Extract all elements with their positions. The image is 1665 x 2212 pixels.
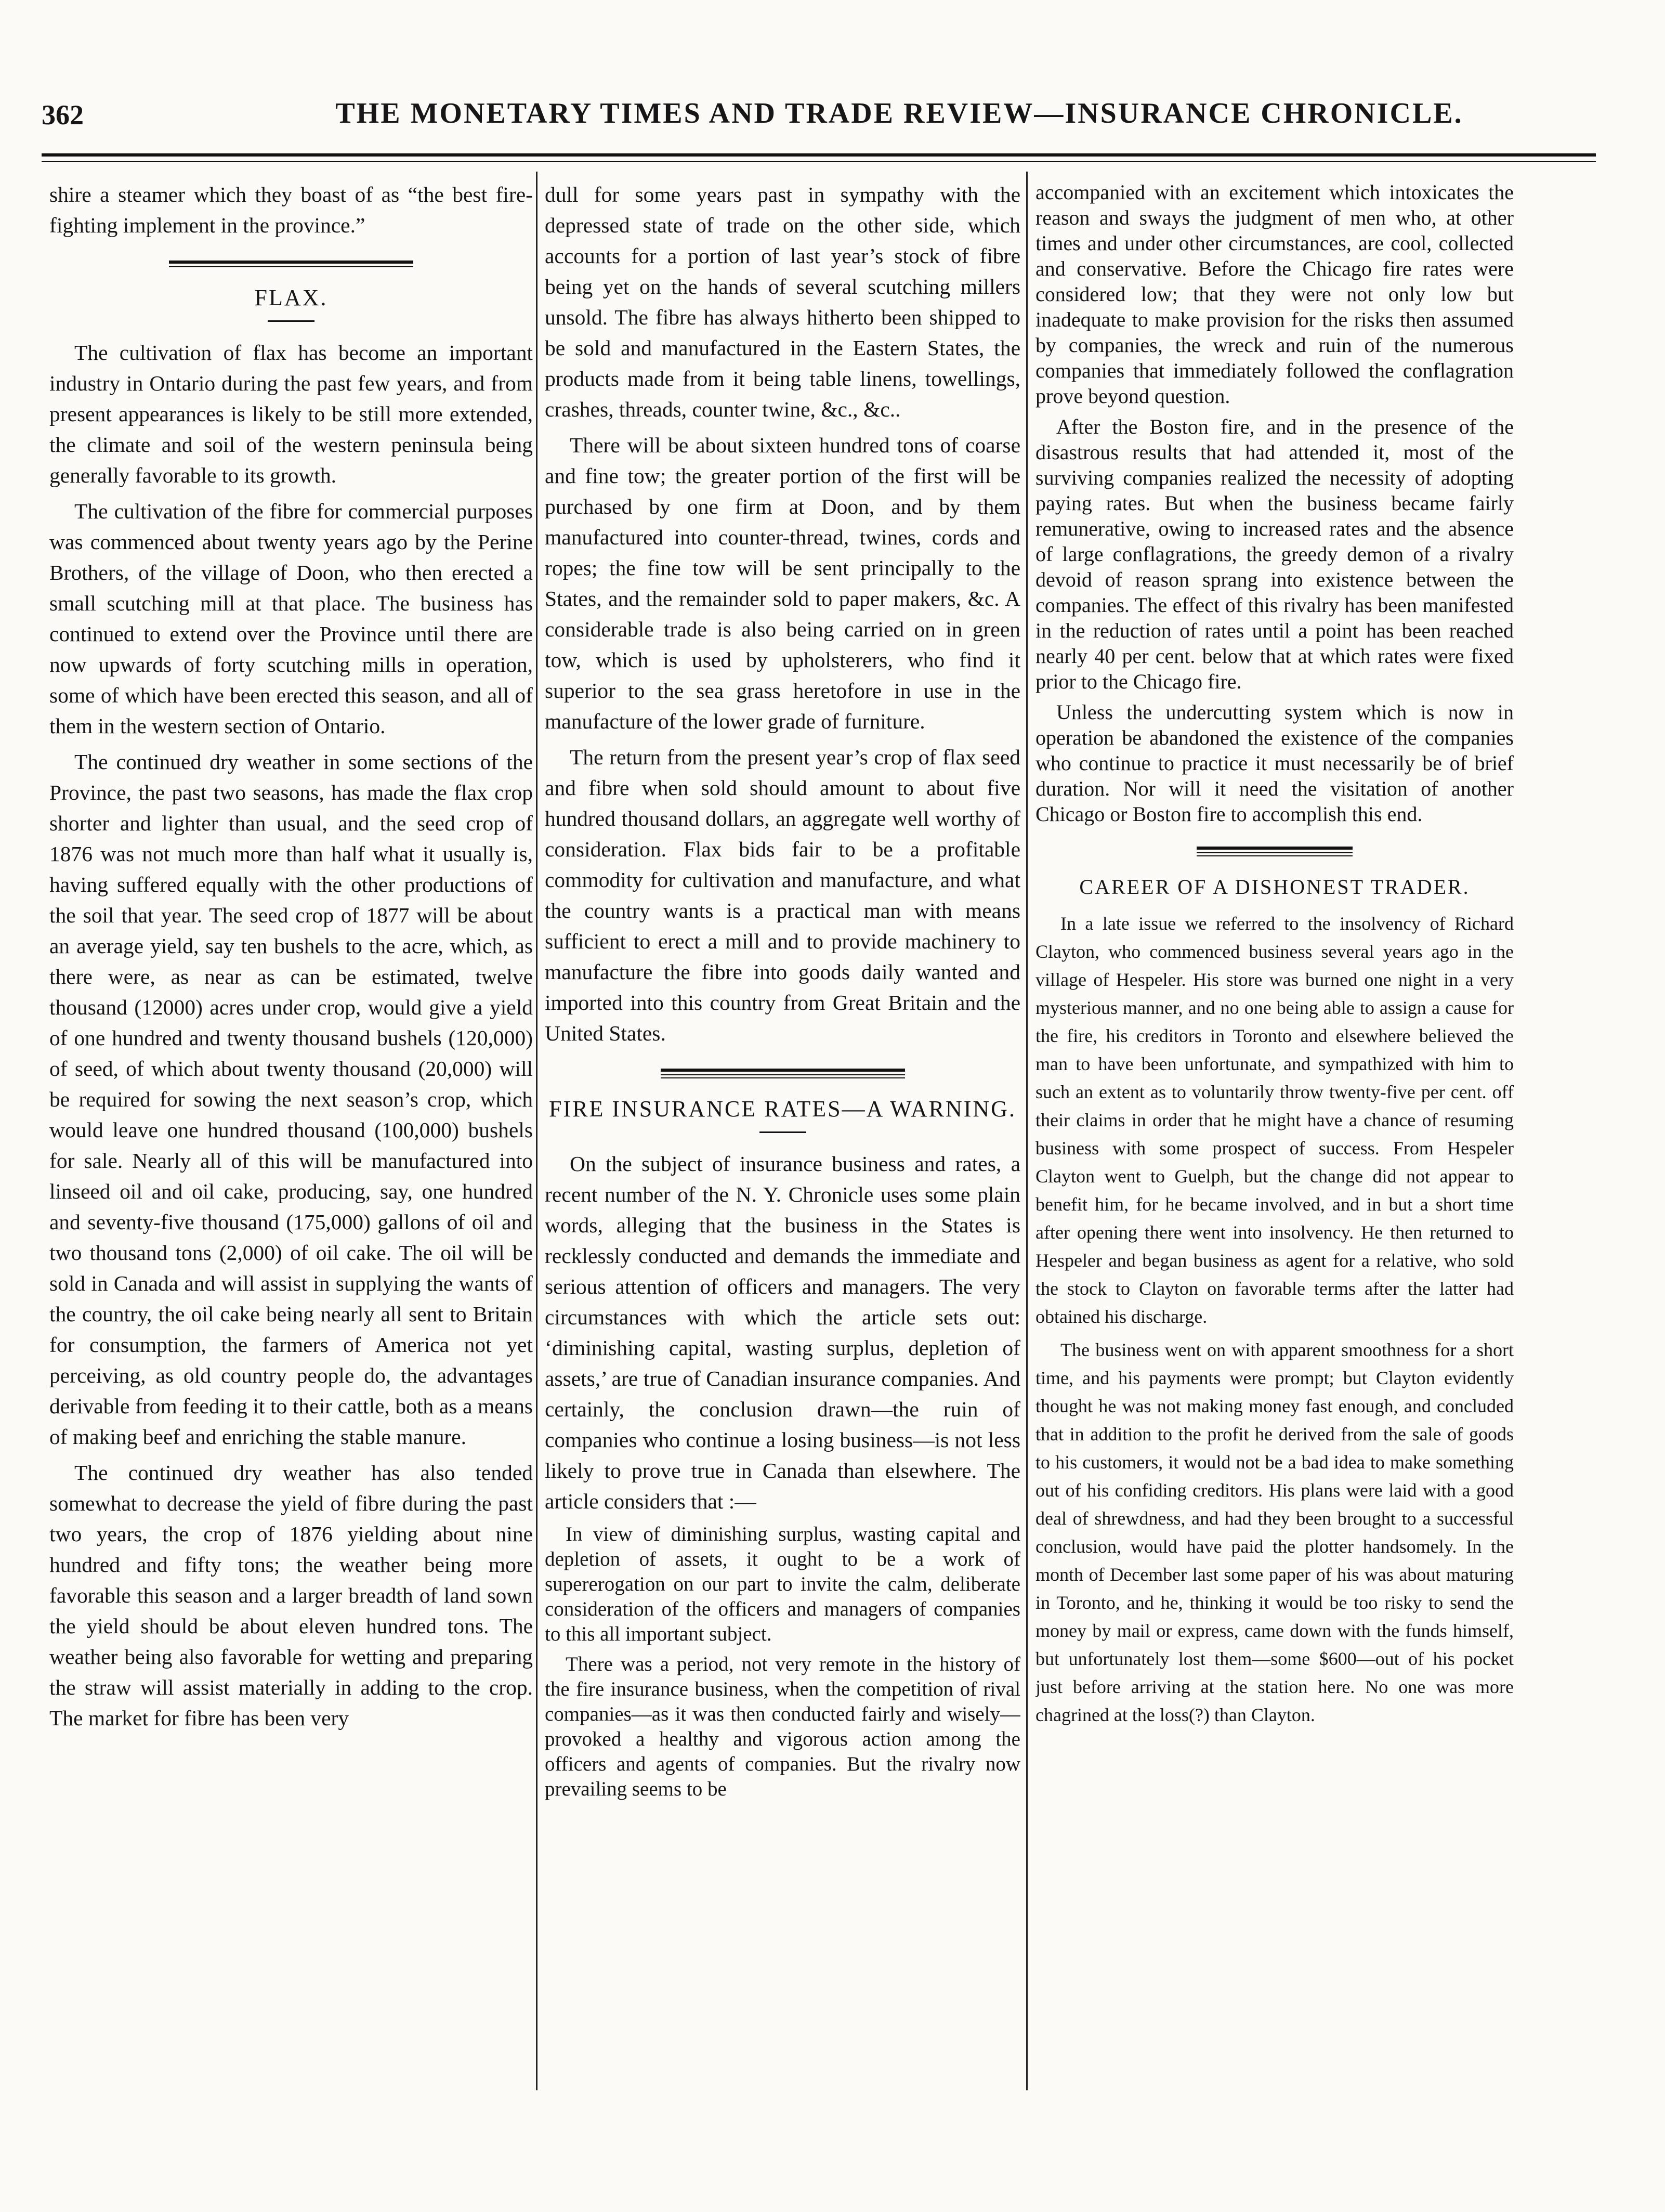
paragraph: The return from the present year’s crop of flax seed and fibre when sold should amount to about five hundred thousand dollars, an aggregate well worthy of consideration. Flax bids fair to be a profitable commodity for cultivation and manufacture, and what the country wants is a practical man with means sufficient to erect a mill and to provide machinery to manufacture the fibre into goods daily wanted and imported into this country from Great Britain and the United States. — [545, 745, 1020, 1045]
paragraph: On the subject of insurance business and rates, a recent number of the N. Y. Chronicle uses some plain words, alleging that the business in the States is recklessly conducted and demands the immediate and serious attention of officers and managers. The very circumstances with which the article sets out: ‘diminishing capital, wasting surplus, depletion of assets,’ are true of Canadian insurance companies. And certainly, the conclusion drawn—the ruin of companies who continue a losing business—is not less likely to prove true in Canada than elsewhere. The article considers that :— — [545, 1152, 1020, 1513]
column-2 — [545, 179, 1020, 2098]
quoted-paragraph: Unless the undercutting system which is now in operation be abandoned the existence of the companies who continue to practice it must necessarily be of brief duration. Nor will it need the visitation of another Chicago or Boston fire to accomplish this end. — [1035, 700, 1514, 826]
section-separator — [1197, 847, 1353, 856]
page-number: 362 — [42, 99, 84, 131]
article-body — [1035, 909, 1514, 1729]
article-heading-career: CAREER OF A DISHONEST TRADER. — [1079, 875, 1470, 899]
paragraph: The cultivation of the fibre for commercial purposes was commenced about twenty years ago by the Perine Brothers, of the village of Doon, who then erected a small scutching mill at that place. The business has continued to extend over the Province until there are now upwards of forty scutching mills in operation, some of which have been erected this season, and all of them in the western section of Ontario. — [49, 499, 533, 738]
header-rule-thin — [42, 161, 1596, 162]
quoted-paragraph: After the Boston fire, and in the presence of the disastrous results that had attended it, most of the surviving companies realized the necessity of adopting paying rates. But when the business became fairly remunerative, owing to increased rates and the absence of large conflagrations, the greedy demon of a rivalry devoid of reason sprang into existence between the companies. The effect of this rivalry has been manifested in the reduction of rates until a point has been reached nearly 40 per cent. below that at which rates were fixed prior to the Chicago fire. — [1035, 415, 1514, 693]
column-3 — [1035, 179, 1514, 2098]
column-divider — [536, 172, 537, 2090]
paragraph: In a late issue we referred to the insolvency of Richard Clayton, who commenced business several years ago in the village of Hespeler. His store was burned one night in a very mysterious manner, and no one being able to assign a cause for the fire, his creditors in Toronto and elsewhere believed the man to have been unfortunate, and sympathized with him to such an extent as to voluntarily throw twenty-five per cent. off their claims in order that he might have a chance of resuming business with some prospect of success. From Hespeler Clayton went to Guelph, but the change did not appear to benefit him, for he became involved, and in but a short time after opening there went into insolvency. He then returned to Hespeler and began business as agent for a relative, who sold the stock to Clayton on favorable terms after the latter had obtained his discharge. — [1035, 913, 1514, 1327]
quoted-excerpt — [1035, 179, 1514, 827]
paragraph: dull for some years past in sympathy with the depressed state of trade on the other side, which accounts for a portion of last year’s stock of fibre being yet on the hands of several scutching millers unsold. The fibre has always hitherto been shipped to be sold and manufactured in the Eastern States, the products made from it being table linens, towellings, crashes, threads, counter twine, &c., &c.. — [545, 183, 1020, 421]
paragraph: The continued dry weather in some sections of the Province, the past two seasons, has made the flax crop shorter and lighter than usual, and the seed crop of 1876 was not much more than half what it usually is, having suffered equally with the other productions of the soil that year. The seed crop of 1877 will be about an average yield, say ten bushels to the acre, which, as there were, as near as can be estimated, twelve thousand (12000) acres under crop, would give a yield of one hundred and twenty thousand bushels (120,000) of seed, of which about twenty thousand (20,000) will be required for sowing the next season’s crop, which would leave one hundred thousand (100,000) bushels for sale. Nearly all of this will be manufactured into linseed oil and oil cake, producing, say, one hundred and seventy-five thousand (175,000) gallons of oil and two thousand tons (2,000) of oil cake. The oil will be sold in Canada and will assist in supplying the wants of the country, the oil cake being nearly all sent to Britain for consumption, the farmers of America not yet perceiving, as old country people do, the advantages derivable from feeding it to their cattle, both as a means of making beef and enriching the stable manure. — [49, 750, 533, 1449]
column-1 — [49, 179, 533, 2098]
heading-rule — [759, 1131, 806, 1133]
column-divider — [1026, 172, 1028, 2090]
article-heading-fire-insurance: FIRE INSURANCE RATES—A WARNING. — [549, 1096, 1016, 1122]
quoted-excerpt — [545, 1522, 1020, 1802]
section-separator — [169, 261, 413, 267]
heading-rule — [268, 320, 314, 322]
paragraph: The cultivation of flax has become an important industry in Ontario during the past few years, and from present appearances is likely to be still more extended, the climate and soil of the western peninsula being generally favorable to its growth. — [49, 341, 533, 487]
quoted-paragraph: accompanied with an excitement which intoxicates the reason and sways the judgment of men who, at other times and under other circumstances, are cool, collected and conservative. Before the Chicago fire rates were considered low; that they were not only low but inadequate to make provision for the risks then assumed by companies, the wreck and ruin of the numerous companies that immediately followed the conflagration prove beyond question. — [1035, 180, 1514, 408]
header-rule-thick — [42, 153, 1596, 157]
paragraph: The continued dry weather has also tended somewhat to decrease the yield of fibre during the past two years, the crop of 1876 yielding about nine hundred and fifty tons; the weather being more favorable this season and a larger breadth of land sown the yield should be about eleven hundred tons. The weather being also favorable for wetting and preparing the straw will assist materially in adding to the crop. The market for fibre has been very — [49, 1461, 533, 1730]
article-heading-flax: FLAX. — [254, 285, 328, 310]
running-title: THE MONETARY TIMES AND TRADE REVIEW—INSURANCE CHRONICLE. — [335, 97, 1463, 129]
paragraph: shire a steamer which they boast of as “the best fire-fighting implement in the province.” — [49, 183, 533, 237]
paragraph: The business went on with apparent smoothness for a short time, and his payments were prompt; but Clayton evidently thought he was not making money fast enough, and concluded that in addition to the profit he derived from the sale of goods to his customers, it would not be a bad idea to make something out of his confiding creditors. His plans were laid with a good deal of shrewdness, and had they been brought to a successful conclusion, would have paid the plotter handsomely. In the month of December last some paper of his was about maturing in Toronto, and he, thinking it would be too risky to send the money by mail or express, came down with the funds himself, but unfortunately lost them—some $600—out of his pocket just before arriving at the station here. No one was more chagrined at the loss(?) than Clayton. — [1035, 1339, 1514, 1725]
section-separator — [661, 1069, 905, 1078]
quoted-paragraph: There was a period, not very remote in the history of the fire insurance business, when the competition of rival companies—as it was then conducted fairly and wisely—provoked a healthy and vigorous action among the officers and agents of companies. But the rivalry now prevailing seems to be — [545, 1653, 1020, 1800]
quoted-paragraph: In view of diminishing surplus, wasting capital and depletion of assets, it ought to be a work of supererogation on our part to invite the calm, deliberate consideration of the officers and managers of companies to this all important subject. — [545, 1523, 1020, 1645]
page-header — [42, 99, 1601, 135]
paragraph: There will be about sixteen hundred tons of coarse and fine tow; the greater portion of the first will be purchased by one firm at Doon, and by them manufactured into counter-thread, twines, cords and ropes; the fine tow will be sent principally to the States, and the remainder sold to paper makers, &c. A considerable trade is also being carried on in green tow, which is used by upholsterers, who find it superior to the sea grass heretofore in use in the manufacture of the lower grade of furniture. — [545, 433, 1020, 733]
